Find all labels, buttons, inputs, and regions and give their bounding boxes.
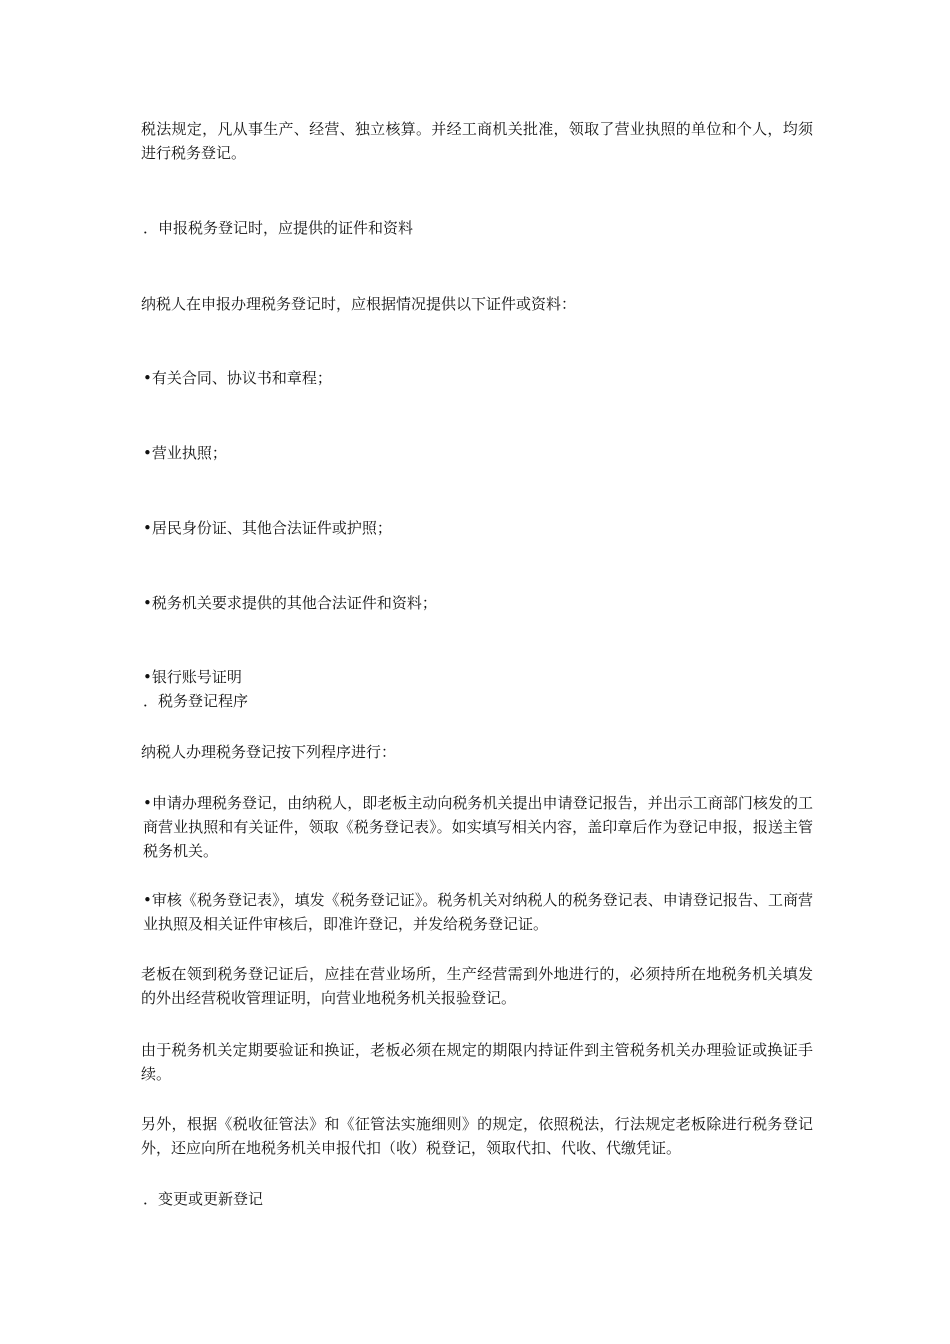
paragraph-display-certificate: 老板在领到税务登记证后，应挂在营业场所，生产经营需到外地进行的，必须持所在地税务机关填发的外出经营税收管理证明，向营业地税务机关报验登记。 (141, 965, 813, 1007)
bullet-business-license: •营业执照； (143, 444, 227, 462)
bullet-other-documents: •税务机关要求提供的其他合法证件和资料； (143, 594, 437, 612)
paragraph-tax-law-rule: 税法规定，凡从事生产、经营、独立核算。并经工商机关批准，领取了营业执照的单位和个人，均须进行税务登记。 (141, 120, 813, 162)
bullet-bank-account: •银行账号证明 (143, 668, 242, 686)
bullet-apply-registration: •申请办理税务登记，由纳税人，即老板主动向税务机关提出申请登记报告，并出示工商部门核发的工商营业执照和有关证件，领取《税务登记表》。如实填写相关内容，盖印章后作为登记申报，报送主管税务机关。 (143, 794, 813, 860)
bullet-identity-card: •居民身份证、其他合法证件或护照； (143, 519, 392, 537)
bullet-review-registration: •审核《税务登记表》，填发《税务登记证》。税务机关对纳税人的税务登记表、申请登记报告、工商营业执照及相关证件审核后，即准许登记，并发给税务登记证。 (143, 891, 813, 933)
heading-change-registration: ．变更或更新登记 (143, 1190, 264, 1208)
paragraph-withholding-registration: 另外，根据《税收征管法》和《征管法实施细则》的规定，依照税法，行法规定老板除进行税务登记外，还应向所在地税务机关申报代扣（收）税登记，领取代扣、代收、代缴凭证。 (141, 1115, 813, 1157)
heading-registration-procedure: ．税务登记程序 (143, 692, 249, 710)
paragraph-documents-intro: 纳税人在申报办理税务登记时，应根据情况提供以下证件或资料： (141, 295, 577, 313)
bullet-contracts: •有关合同、协议书和章程； (143, 369, 332, 387)
paragraph-verification-renewal: 由于税务机关定期要验证和换证，老板必须在规定的期限内持证件到主管税务机关办理验证或换证手续。 (141, 1041, 813, 1083)
heading-required-documents: ．申报税务登记时，应提供的证件和资料 (143, 219, 414, 237)
paragraph-procedure-intro: 纳税人办理税务登记按下列程序进行： (141, 743, 397, 761)
